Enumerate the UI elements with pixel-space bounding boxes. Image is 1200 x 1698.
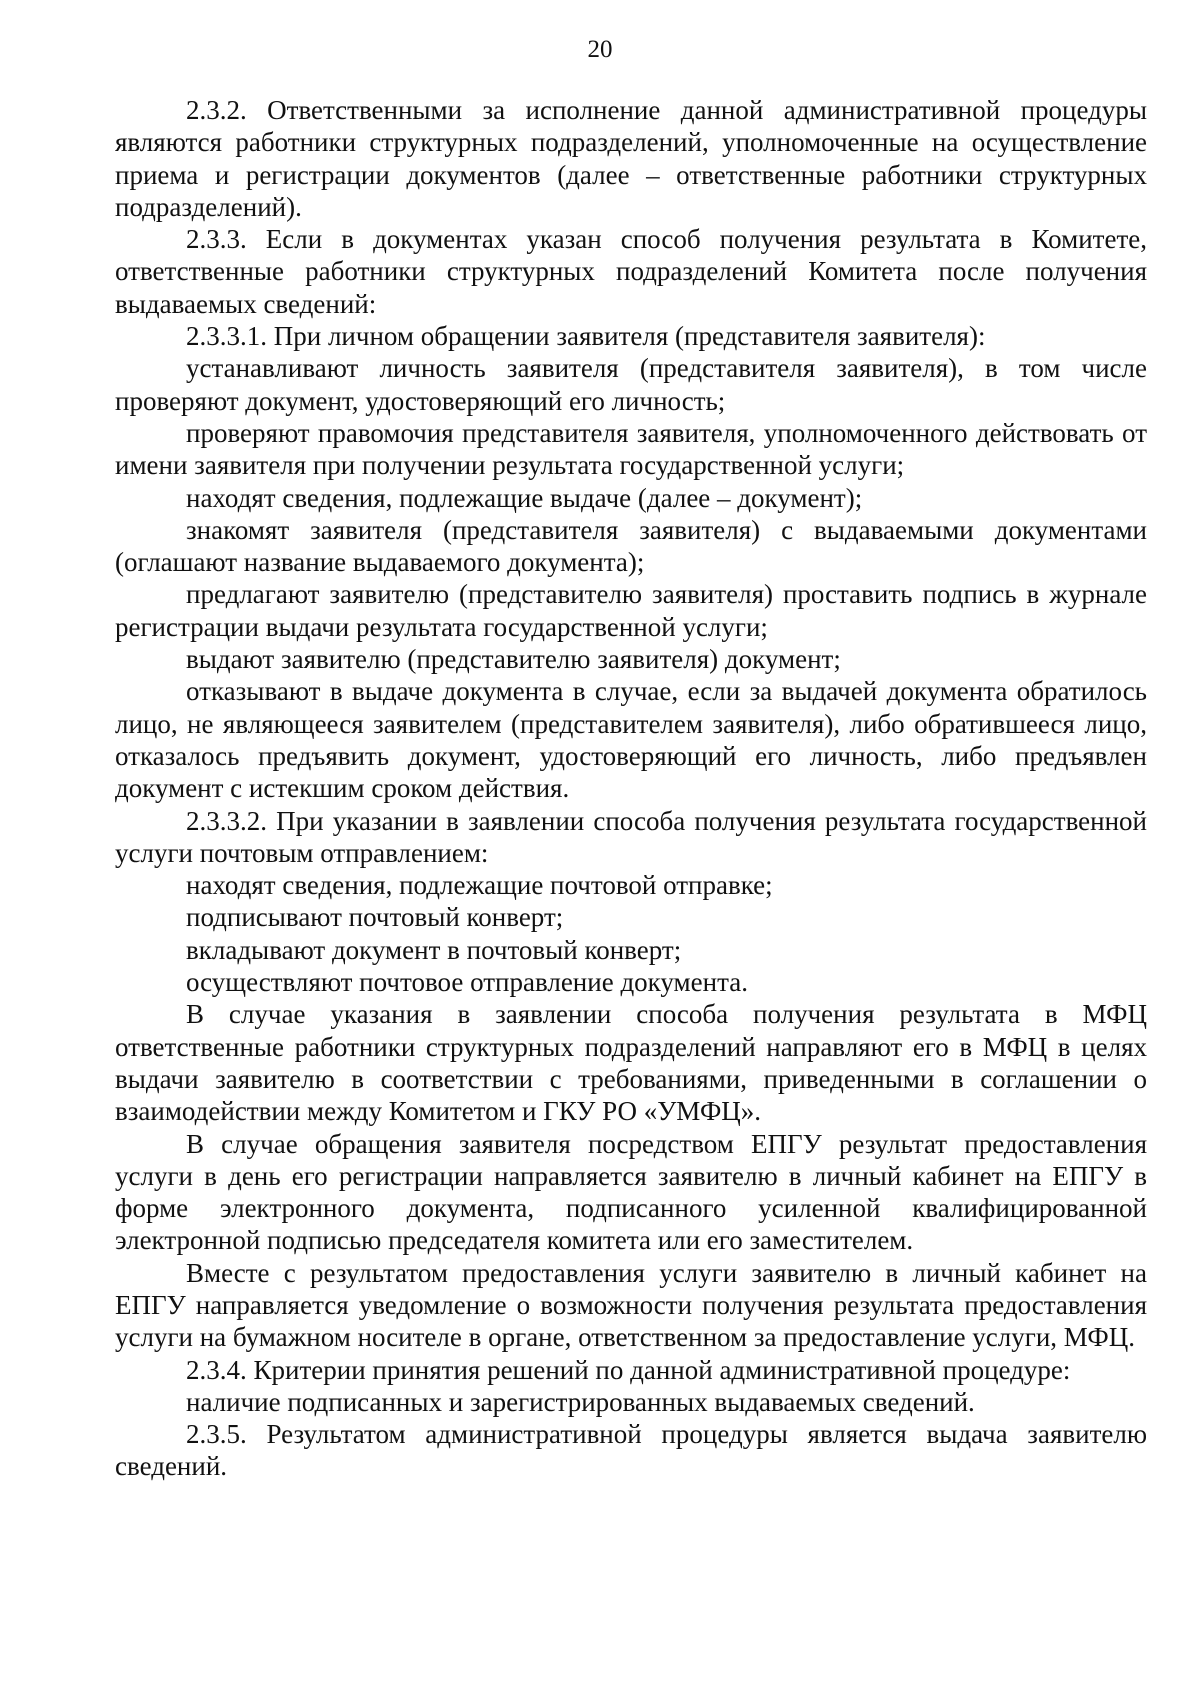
paragraph: 2.3.4. Критерии принятия решений по данной административной процедуре: <box>186 1354 1071 1385</box>
paragraph: устанавливают личность заявителя (представителя заявителя), в том числе проверяют документ, удостоверяющий его личность; <box>115 353 1147 416</box>
paragraph: В случае указания в заявлении способа получения результата в МФЦ ответственные работники структурных подразделений направляют его в МФЦ в целях выдачи заявителю в соответствии с требованиями, приведенными в соглашении о взаимодействии между Комитетом и ГКУ РО «УМФЦ». <box>115 999 1147 1127</box>
paragraph: знакомят заявителя (представителя заявителя) с выдаваемыми документами (оглашают название выдаваемого документа); <box>115 514 1147 578</box>
document-body <box>115 94 1147 1483</box>
paragraph: отказывают в выдаче документа в случае, если за выдачей документа обратилось лицо, не являющееся заявителем (представителем заявителя), либо обратившееся лицо, отказалось предъявить документ, удостоверяющий его личность, либо предъявлен документ с истекшим сроком действия. <box>115 676 1147 804</box>
paragraph: находят сведения, подлежащие почтовой отправке; <box>186 870 773 901</box>
page-number: 20 <box>587 36 613 63</box>
paragraph: наличие подписанных и зарегистрированных выдаваемых сведений. <box>186 1386 975 1417</box>
paragraph: 2.3.2. Ответственными за исполнение данной административной процедуры являются работники структурных подразделений, уполномоченные на осуществление приема и регистрации документов (далее – ответственные работники структурных подразделений). <box>115 95 1147 222</box>
paragraph: вкладывают документ в почтовый конверт; <box>186 934 682 965</box>
paragraph: 2.3.5. Результатом административной процедуры является выдача заявителю сведений. <box>115 1419 1147 1482</box>
paragraph: В случае обращения заявителя посредством ЕПГУ результат предоставления услуги в день его регистрации направляется заявителю в личный кабинет на ЕПГУ в форме электронного документа, подписанного усиленной квалифицированной электронной подписью председателя комитета или его заместителем. <box>115 1128 1147 1256</box>
paragraph: осуществляют почтовое отправление документа. <box>186 967 748 998</box>
paragraph: предлагают заявителю (представителю заявителя) проставить подпись в журнале регистрации выдачи результата государственной услуги; <box>115 579 1147 642</box>
paragraph: Вместе с результатом предоставления услуги заявителю в личный кабинет на ЕПГУ направляется уведомление о возможности получения результата предоставления услуги на бумажном носителе в органе, ответственном за предоставление услуги, МФЦ. <box>115 1257 1147 1353</box>
paragraph: подписывают почтовый конверт; <box>186 902 564 933</box>
paragraph: проверяют правомочия представителя заявителя, уполномоченного действовать от имени заявителя при получении результата государственной услуги; <box>115 417 1147 481</box>
paragraph: выдают заявителю (представителю заявителя) документ; <box>186 644 841 675</box>
paragraph: находят сведения, подлежащие выдаче (далее – документ); <box>186 482 863 513</box>
paragraph: 2.3.3.2. При указании в заявлении способа получения результата государственной услуги почтовым отправлением: <box>115 805 1147 868</box>
paragraph: 2.3.3. Если в документах указан способ получения результата в Комитете, ответственные работники структурных подразделений Комитета после получения выдаваемых сведений: <box>115 224 1147 319</box>
paragraph: 2.3.3.1. При личном обращении заявителя (представителя заявителя): <box>186 321 986 352</box>
